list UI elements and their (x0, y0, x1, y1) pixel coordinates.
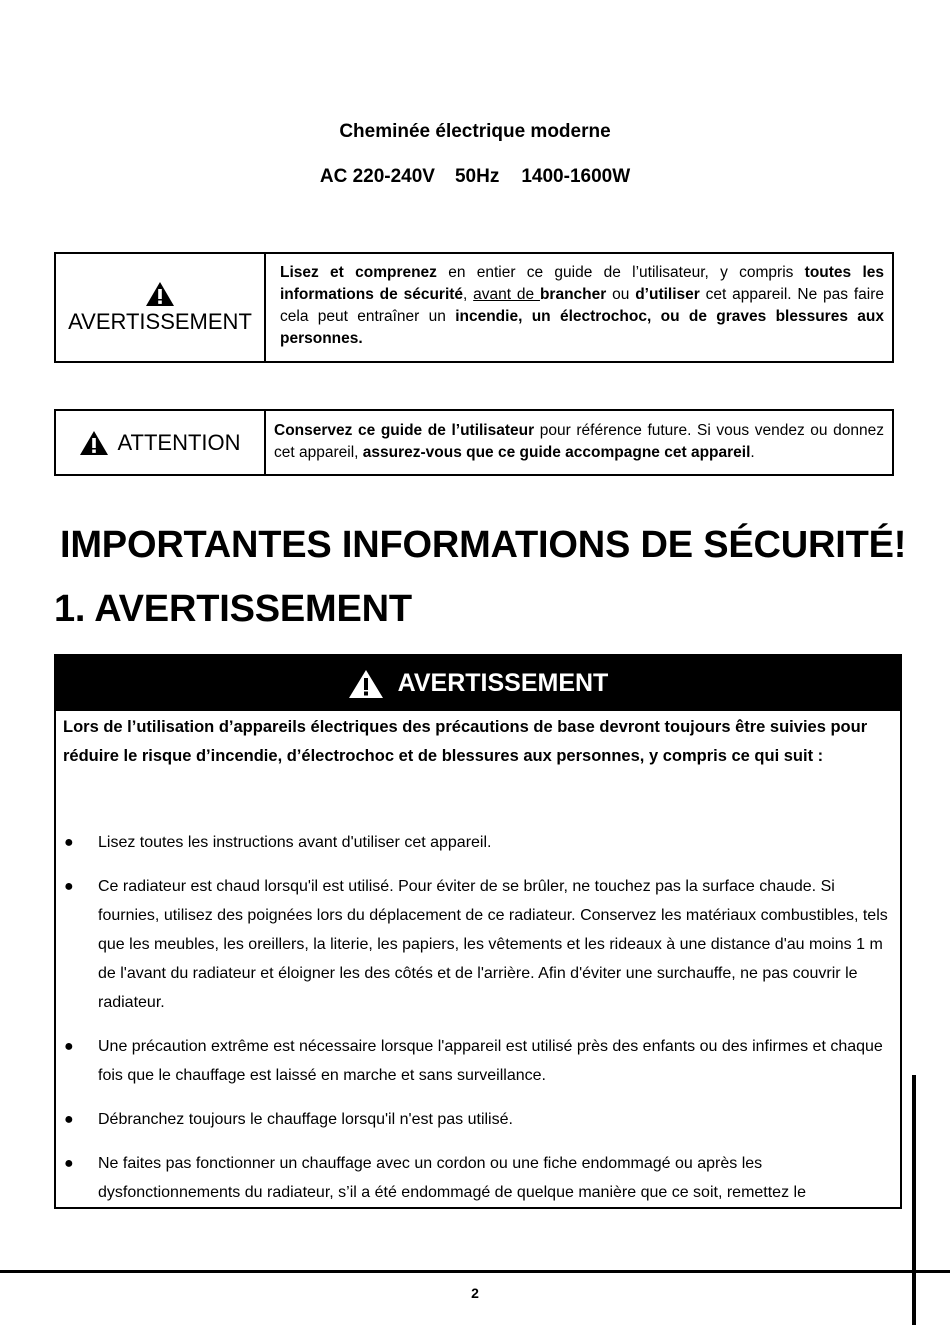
warning-label-cell (56, 254, 266, 361)
list-item-text: Débranchez toujours le chauffage lorsqu'il n'est pas utilisé. (98, 1111, 513, 1128)
warning-text-part: d’utiliser (635, 286, 700, 303)
list-item (56, 1149, 900, 1207)
warning-triangle-icon (145, 281, 175, 307)
spec-voltage: AC 220-240V (319, 166, 435, 187)
list-item-text: Lisez toutes les instructions avant d'utiliser cet appareil. (98, 834, 492, 851)
warning-text-part: Lisez et comprenez (280, 264, 437, 281)
list-item (56, 828, 900, 857)
bullet-dot: ● (64, 834, 74, 851)
warning-text-part: en entier ce guide de l’utilisateur, y compris (436, 264, 805, 281)
warning-text-part: cet appareil. Ne pas faire cela peut entraîner un (280, 286, 884, 325)
spec-line (0, 166, 950, 188)
warning-text-part: incendie, un électrochoc, ou de graves blessures aux personnes. (280, 308, 884, 347)
list-item-text: Ce radiateur est chaud lorsqu'il est utilisé. Pour éviter de se brûler, ne touchez pas la surface chaude. Si fournies, utilisez des poignées lors du déplacement de ce radiateur. Conservez les matériaux combustibles, tels que les meubles, les oreillers, la literie, les papiers, les vêtements et les rideaux à une distance d'au moins 1 m de l'avant du radiateur et éloigner les des côtés et de l'arrière. Afin d'éviter une surchauffe, ne pas couvrir le radiateur. (98, 878, 888, 1011)
page-number: 2 (471, 1285, 479, 1301)
warning-text (266, 254, 892, 361)
safety-warning-section (54, 654, 902, 1209)
attention-text-part: . (750, 444, 755, 461)
attention-box (54, 409, 894, 476)
attention-text-part: pour référence future. Si vous vendez ou donnez cet appareil, (274, 422, 884, 461)
footer-divider (0, 1270, 950, 1273)
spec-frequency: 50Hz (454, 166, 500, 187)
document-title: Cheminée électrique moderne (339, 121, 611, 142)
main-heading: IMPORTANTES INFORMATIONS DE SÉCURITÉ! (60, 524, 907, 566)
attention-text (266, 411, 892, 474)
attention-label-cell (56, 411, 266, 474)
warning-text-part: toutes les informations de sécurité (280, 264, 884, 303)
warning-text-part: brancher (539, 286, 607, 303)
warning-box (54, 252, 894, 363)
list-item (56, 1032, 900, 1090)
spec-power: 1400-1600W (521, 166, 631, 187)
section-heading: 1. AVERTISSEMENT (54, 588, 412, 630)
warning-text-part: avant de (473, 286, 540, 303)
warning-triangle-icon (348, 669, 384, 699)
section-intro: Lors de l’utilisation d’appareils électriques des précautions de base devront toujours être suivies pour réduire le risque d’incendie, d’électrochoc et de blessures aux personnes, y compris ce qui suit : (63, 718, 868, 765)
list-item (56, 872, 900, 1017)
section-box-title: AVERTISSEMENT (397, 669, 609, 697)
bullet-list (56, 828, 900, 1222)
bullet-dot: ● (64, 878, 74, 895)
attention-text-part: Conservez ce guide de l’utilisateur (274, 422, 535, 439)
warning-label: AVERTISSEMENT (68, 308, 252, 334)
bullet-dot: ● (64, 1155, 74, 1172)
warning-triangle-icon (79, 430, 109, 456)
bullet-dot: ● (64, 1038, 74, 1055)
bullet-dot: ● (64, 1111, 74, 1128)
section-box-header (56, 656, 900, 711)
list-item-text: Une précaution extrême est nécessaire lorsque l'appareil est utilisé près des enfants ou des infirmes et chaque fois que le chauffage est laissé en marche et sans surveillance. (98, 1038, 883, 1084)
list-item-text: Ne faites pas fonctionner un chauffage avec un cordon ou une fiche endommagé ou après les dysfonctionnements du radiateur, s’il a été endommagé de quelque manière que ce soit, remettez le (98, 1155, 806, 1201)
attention-label: ATTENTION (117, 429, 241, 455)
attention-text-part: assurez-vous que ce guide accompagne cet appareil (362, 444, 751, 461)
warning-text-part: , (463, 286, 474, 303)
warning-text-part: ou (606, 286, 636, 303)
list-item (56, 1105, 900, 1134)
